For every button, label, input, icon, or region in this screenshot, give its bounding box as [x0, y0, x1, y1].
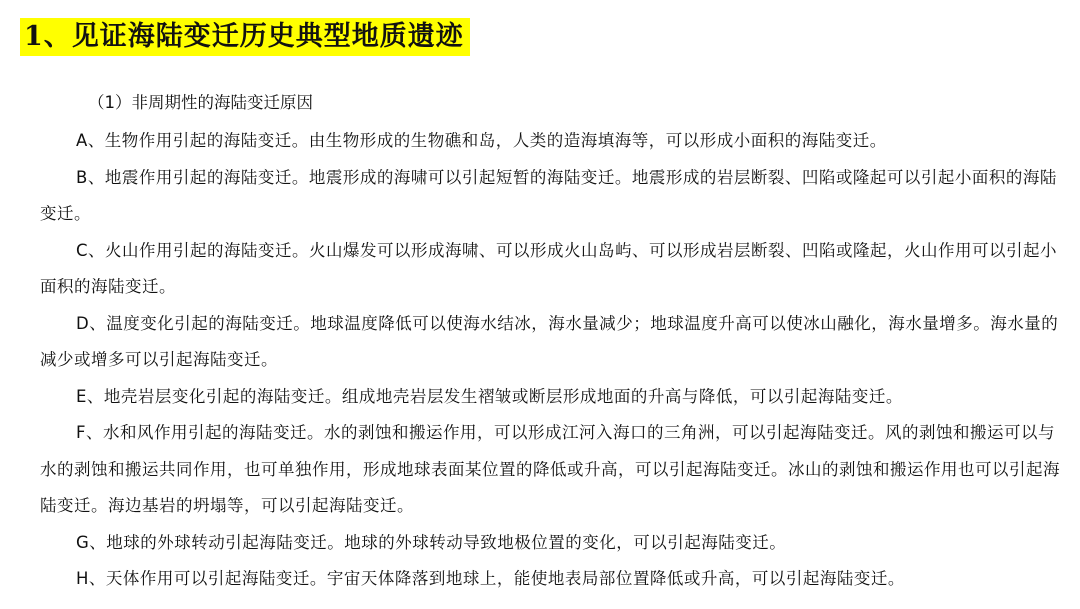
- paragraph-g: G、地球的外球转动引起海陆变迁。地球的外球转动导致地极位置的变化，可以引起海陆变迁。: [76, 532, 787, 552]
- document-body: [40, 86, 1060, 598]
- paragraph-h: H、天体作用可以引起海陆变迁。宇宙天体降落到地球上，能使地表局部位置降低或升高，可以引起海陆变迁。: [76, 569, 905, 588]
- paragraph-d: D、温度变化引起的海陆变迁。地球温度降低可以使海水结冰，海水量减少；地球温度升高可以使冰山融化，海水量增多。海水量的减少或增多可以引起海陆变迁。: [40, 313, 1059, 369]
- paragraph-f: F、水和风作用引起的海陆变迁。水的剥蚀和搬运作用，可以形成江河入海口的三角洲，可以引起海陆变迁。风的剥蚀和搬运可以与水的剥蚀和搬运共同作用，也可单独作用，形成地球表面某位置的降低或升高，可以引起海陆变迁。冰山的剥蚀和搬运作用也可以引起海陆变迁。海边基岩的坍塌等，可以引起海陆变迁。: [40, 423, 1060, 515]
- paragraph-a: A、生物作用引起的海陆变迁。由生物形成的生物礁和岛，人类的造海填海等，可以形成小面积的海陆变迁。: [76, 131, 887, 150]
- paragraph-e: E、地壳岩层变化引起的海陆变迁。组成地壳岩层发生褶皱或断层形成地面的升高与降低，可以引起海陆变迁。: [76, 386, 903, 406]
- paragraph-b: B、地震作用引起的海陆变迁。地震形成的海啸可以引起短暂的海陆变迁。地震形成的岩层断裂、凹陷或隆起可以引起小面积的海陆变迁。: [40, 167, 1057, 223]
- paragraph-c: C、火山作用引起的海陆变迁。火山爆发可以形成海啸、可以形成火山岛屿、可以形成岩层断裂、凹陷或隆起，火山作用可以引起小面积的海陆变迁。: [40, 240, 1058, 296]
- section-heading: 1、见证海陆变迁历史典型地质遗迹: [20, 18, 470, 56]
- subsection-heading: （1）非周期性的海陆变迁原因: [88, 93, 313, 112]
